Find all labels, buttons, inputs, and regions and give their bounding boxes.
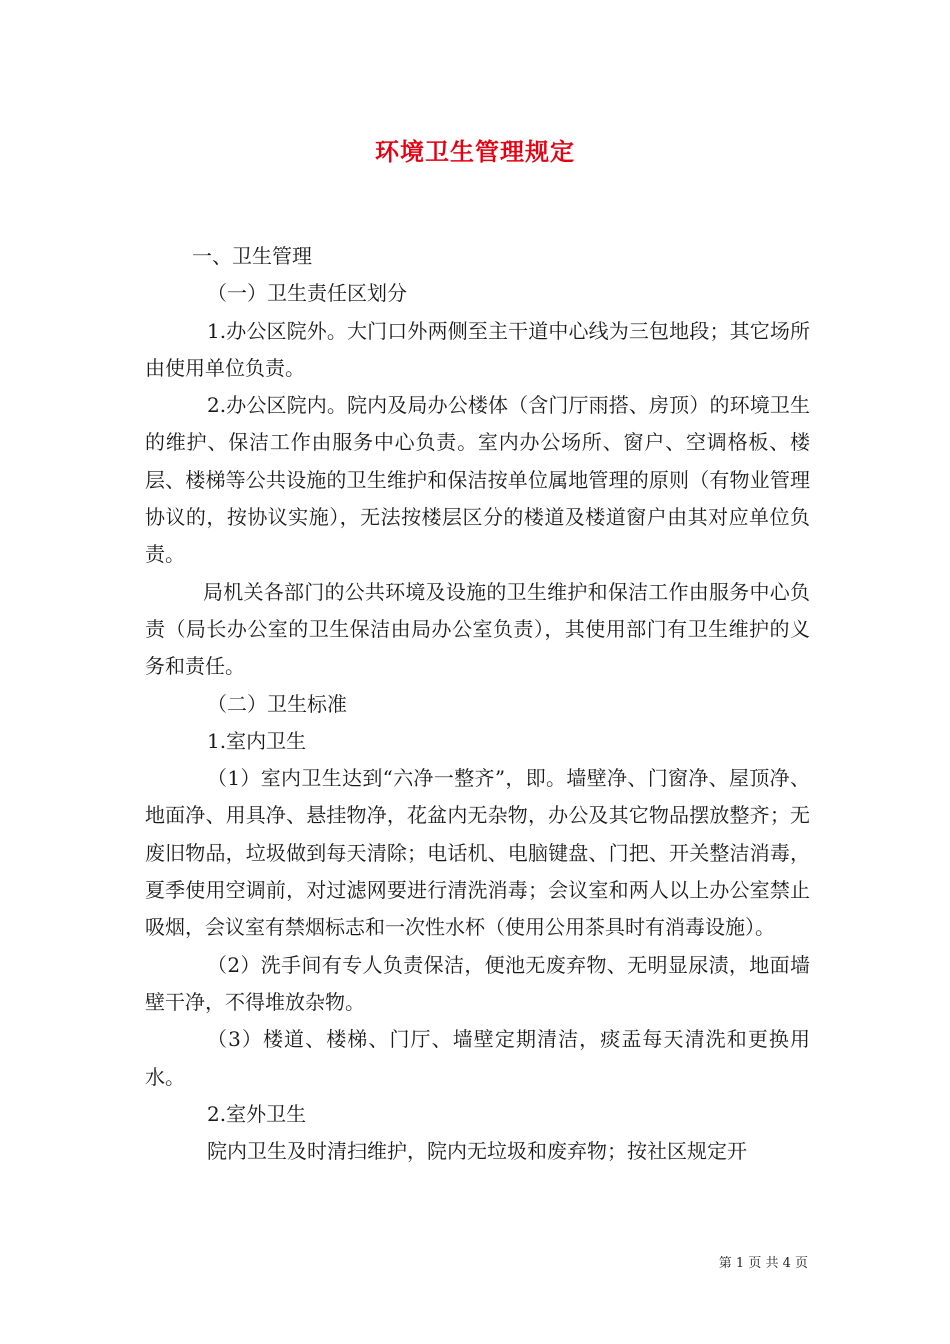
paragraph-indoor-standard-1: （1）室内卫生达到“六净一整齐”，即。墙壁净、门窗净、屋顶净、地面净、用具净、悬挂物净，花盆内无杂物，办公及其它物品摆放整齐；无废旧物品，垃圾做到每天清除；电话机、电脑键盘、门把、开关整洁消毒，夏季使用空调前，对过滤网要进行清洗消毒；会议室和两人以上办公室禁止吸烟，会议室有禁烟标志和一次性水杯（使用公用茶具时有消毒设施）。 [145, 766, 810, 940]
subsection-heading-hygiene-standards: （二）卫生标准 [207, 691, 347, 716]
subsection-heading-responsibility-zones: （一）卫生责任区划分 [207, 281, 407, 306]
section-heading-hygiene-management: 一、卫生管理 [192, 244, 312, 268]
paragraph-office-inside: 2.办公区院内。院内及局办公楼体（含门厅雨搭、房顶）的环境卫生的维护、保洁工作由服务中心负责。室内办公场所、窗户、空调格板、楼层、楼梯等公共设施的卫生维护和保洁按单位属地管理的原则（有物业管理协议的，按协议实施），无法按楼层区分的楼道及楼道窗户由其对应单位负责。 [145, 393, 810, 567]
item-heading-indoor: 1.室内卫生 [207, 728, 307, 753]
paragraph-departments: 局机关各部门的公共环境及设施的卫生维护和保洁工作由服务中心负责（局长办公室的卫生保洁由局办公室负责），其使用部门有卫生维护的义务和责任。 [145, 579, 810, 679]
paragraph-indoor-standard-2: （2）洗手间有专人负责保洁，便池无废弃物、无明显尿渍，地面墙壁干净，不得堆放杂物。 [145, 952, 810, 1014]
paragraph-office-outside: 1.办公区院外。大门口外两侧至主干道中心线为三包地段；其它场所由使用单位负责。 [145, 318, 810, 380]
item-heading-outdoor: 2.室外卫生 [207, 1101, 307, 1126]
paragraph-indoor-standard-3: （3）楼道、楼梯、门厅、墙壁定期清洁，痰盂每天清洗和更换用水。 [145, 1027, 810, 1089]
page-number: 第 1 页 共 4 页 [718, 1256, 808, 1271]
document-body [145, 238, 810, 1170]
document-title: 环境卫生管理规定 [375, 137, 575, 166]
paragraph-outdoor: 院内卫生及时清扫维护，院内无垃圾和废弃物；按社区规定开 [207, 1139, 747, 1164]
